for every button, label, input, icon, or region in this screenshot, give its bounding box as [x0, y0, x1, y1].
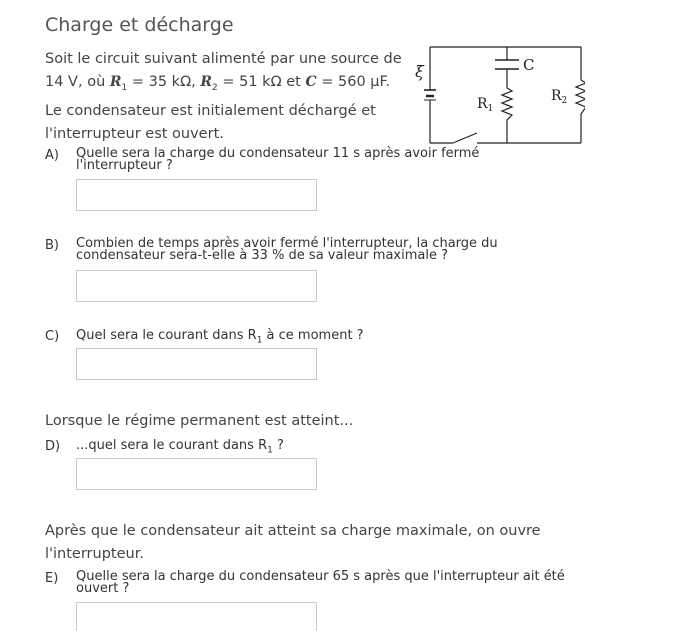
problem-statement	[45, 48, 405, 146]
question-a-label: A)	[45, 148, 59, 163]
switch-lever	[453, 133, 477, 143]
intro-line-4: l'interrupteur est ouvert.	[45, 125, 224, 142]
answer-c-input[interactable]	[76, 348, 317, 380]
source-label: ξ	[415, 62, 424, 81]
answer-d-input[interactable]	[76, 458, 317, 490]
answer-e-input[interactable]	[76, 602, 317, 631]
question-d-text: ...quel sera le courant dans $R_1$ ?	[76, 438, 284, 456]
question-b-text: Combien de temps après avoir fermé l'interrupteur, la charge du condensateur sera-t-elle à 33 % de sa valeur maximale ?	[76, 236, 498, 263]
question-e-text: Quelle sera la charge du condensateur 65 s après que l'interrupteur ait été ouvert ?	[76, 569, 565, 596]
steady-state-heading: Lorsque le régime permanent est atteint...	[45, 413, 354, 429]
intro-line-1: Soit le circuit suivant alimenté par une source de	[45, 51, 402, 67]
question-c-text: Quel sera le courant dans $R_1$ à ce moment ?	[76, 328, 364, 346]
r1-label: $R_1$	[477, 96, 494, 114]
resistor-r2	[576, 80, 585, 114]
question-b-label: B)	[45, 238, 59, 253]
r1-symbol: R	[109, 74, 122, 90]
question-e-label: E)	[45, 571, 59, 586]
question-a-text: Quelle sera la charge du condensateur 11 s après avoir fermé l'interrupteur ?	[76, 146, 480, 173]
page-title: Charge et décharge	[45, 14, 234, 36]
r2-symbol: R	[200, 74, 213, 90]
answer-a-input[interactable]	[76, 179, 317, 211]
circuit-diagram	[415, 44, 585, 148]
r2-label: $R_2$	[551, 88, 568, 106]
question-d-label: D)	[45, 439, 61, 454]
intro-line-3: Le condensateur est initialement déchargé et	[45, 102, 376, 119]
question-c-label: C)	[45, 329, 60, 344]
intro-line-2: 14 V, où $R_1 = 35$ kΩ, $R_2 = 51$ kΩ et C = 560 μF.	[45, 74, 391, 93]
c-symbol: C	[305, 74, 317, 90]
resistor-r1	[502, 88, 512, 120]
after-charge-paragraph: Après que le condensateur ait atteint sa charge maximale, on ouvre l'interrupteur.	[45, 523, 541, 562]
answer-b-input[interactable]	[76, 270, 317, 302]
capacitor-label: C	[523, 56, 535, 74]
